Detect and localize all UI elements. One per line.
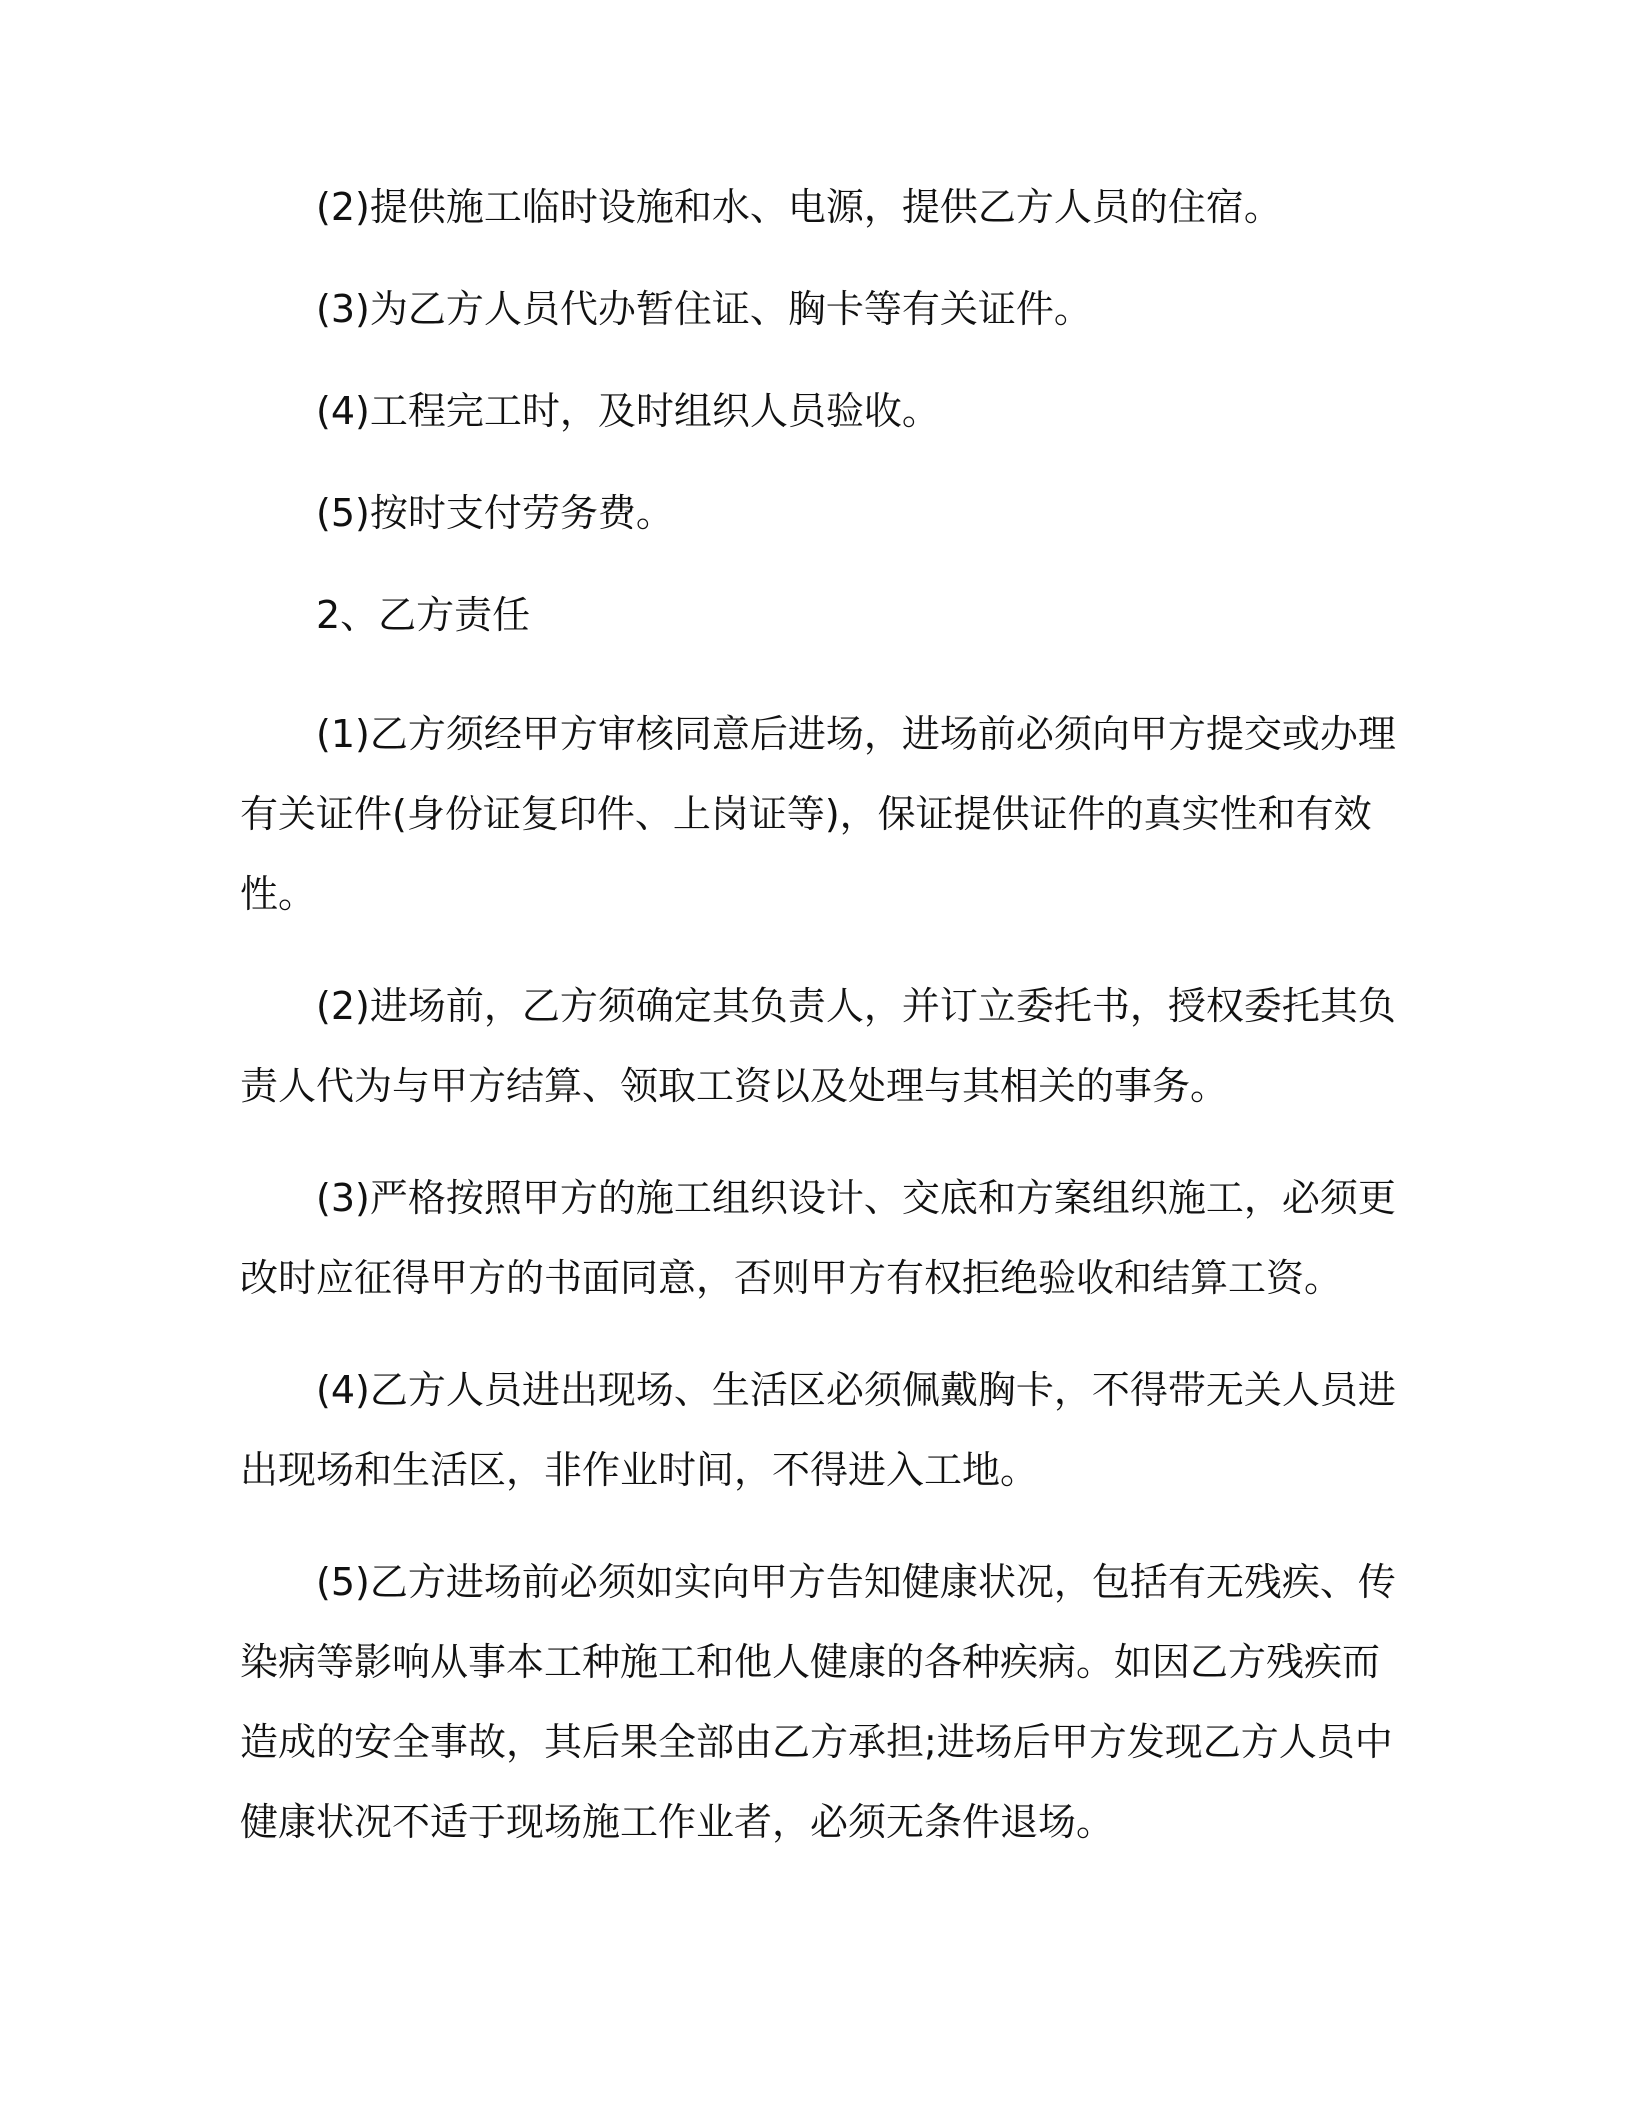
paragraph: (1)乙方须经甲方审核同意后进场，进场前必须向甲方提交或办理有关证件(身份证复印件、上岗证等)，保证提供证件的真实性和有效性。 xyxy=(240,712,1396,916)
paragraph: (5)乙方进场前必须如实向甲方告知健康状况，包括有无残疾、传染病等影响从事本工种施工和他人健康的各种疾病。如因乙方残疾而造成的安全事故，其后果全部由乙方承担;进场后甲方发现乙方人员中健康状况不适于现场施工作业者，必须无条件退场。 xyxy=(240,1560,1396,1844)
paragraph: (4)乙方人员进出现场、生活区必须佩戴胸卡，不得带无关人员进出现场和生活区，非作业时间，不得进入工地。 xyxy=(240,1368,1396,1492)
section-heading: 2、乙方责任 xyxy=(316,593,531,637)
paragraph: (3)为乙方人员代办暂住证、胸卡等有关证件。 xyxy=(316,287,1092,331)
paragraph: (3)严格按照甲方的施工组织设计、交底和方案组织施工，必须更改时应征得甲方的书面同意，否则甲方有权拒绝验收和结算工资。 xyxy=(240,1176,1396,1300)
paragraph: (4)工程完工时，及时组织人员验收。 xyxy=(316,389,940,433)
paragraph: (2)进场前，乙方须确定其负责人，并订立委托书，授权委托其负责人代为与甲方结算、领取工资以及处理与其相关的事务。 xyxy=(240,984,1396,1108)
paragraph: (2)提供施工临时设施和水、电源，提供乙方人员的住宿。 xyxy=(316,185,1282,229)
document-body xyxy=(240,184,1410,1918)
paragraph: (5)按时支付劳务费。 xyxy=(316,491,674,535)
